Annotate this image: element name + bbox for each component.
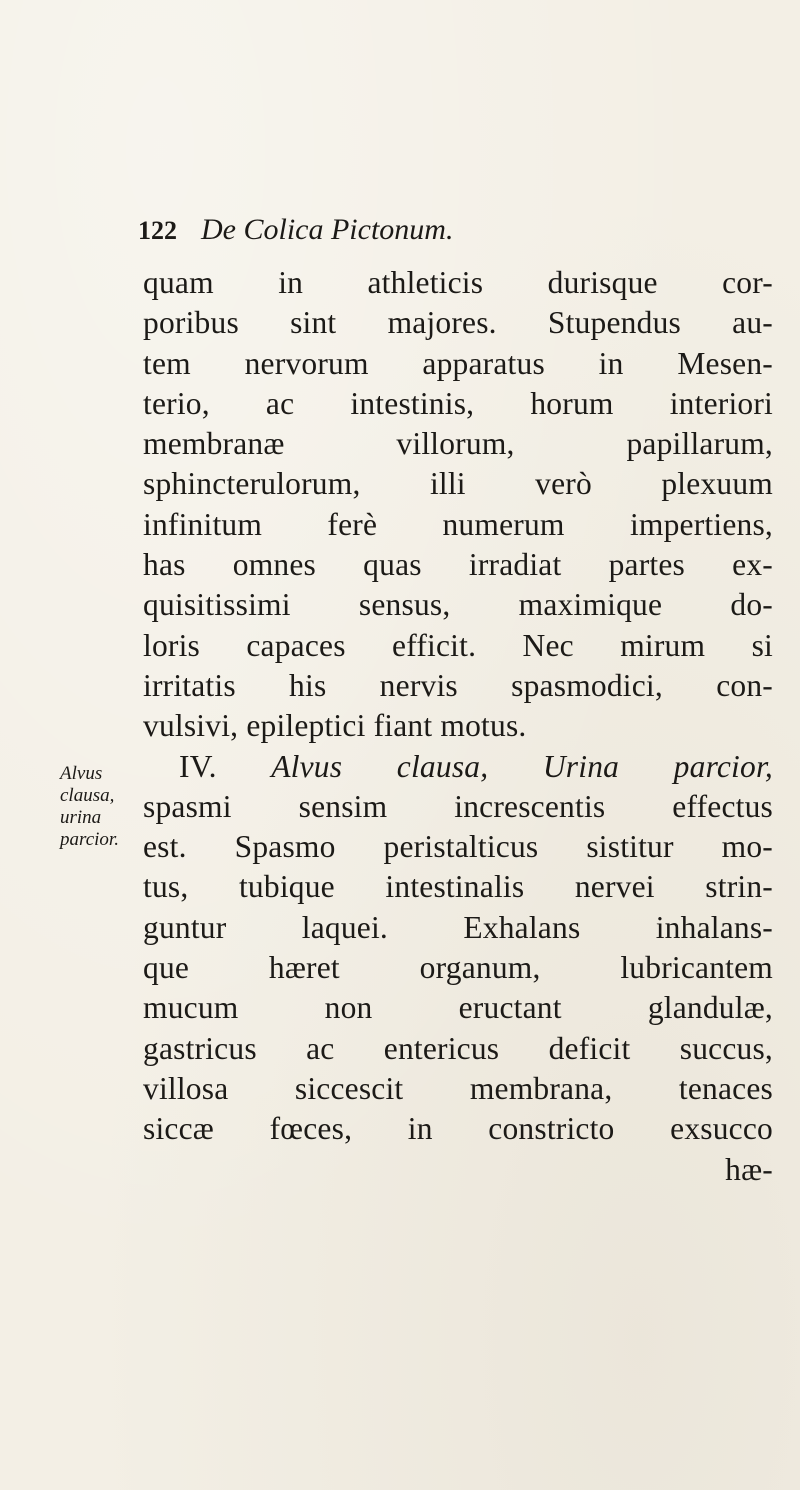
- margin-note: [60, 763, 144, 851]
- running-title: De Colica Pictonum.: [201, 213, 454, 246]
- text-line: gastricus ac entericus deficit succus,: [143, 1030, 773, 1066]
- text-line: vulsivi, epileptici fiant motus.: [143, 708, 527, 744]
- text-line: que hæret organum, lubricantem: [143, 950, 773, 986]
- text-line: quisitissimi sensus, maximique do-: [143, 587, 773, 623]
- body-text: [143, 263, 773, 1190]
- margin-note-line: parcior.: [60, 829, 119, 850]
- section-heading-line: [143, 747, 773, 787]
- text-line: quam in athleticis durisque cor-: [143, 265, 773, 300]
- margin-note-line: Alvus: [60, 763, 103, 784]
- section-title: Alvus clausa, Urina parcior,: [271, 748, 773, 784]
- text-line: irritatis his nervis spasmodici, con-: [143, 667, 773, 703]
- text-line: spasmi sensim increscentis effectus: [143, 788, 773, 824]
- section-numeral: IV.: [179, 748, 217, 784]
- text-line: has omnes quas irradiat partes ex-: [143, 547, 773, 583]
- text-line: guntur laquei. Exhalans inhalans-: [143, 909, 773, 945]
- text-line: sphincterulorum, illi verò plexuum: [143, 466, 773, 502]
- text-line: infinitum ferè numerum impertiens,: [143, 506, 773, 542]
- page-header: [138, 213, 453, 253]
- catchword: hæ-: [725, 1151, 773, 1187]
- text-line: poribus sint majores. Stupendus au-: [143, 305, 773, 341]
- text-line: mucum non eructant glandulæ,: [143, 990, 773, 1026]
- text-line: tus, tubique intestinalis nervei strin-: [143, 869, 773, 905]
- margin-note-line: clausa,: [60, 785, 115, 806]
- page-number: 122: [138, 216, 177, 245]
- text-line: membranæ villorum, papillarum,: [143, 426, 773, 462]
- text-line: siccæ fœces, in constricto exsucco: [143, 1111, 773, 1147]
- text-line: villosa siccescit membrana, tenaces: [143, 1070, 773, 1106]
- text-line: tem nervorum apparatus in Mesen-: [143, 345, 773, 381]
- text-line: est. Spasmo peristalticus sistitur mo-: [143, 829, 773, 865]
- text-line: terio, ac intestinis, horum interiori: [143, 385, 773, 421]
- text-line: loris capaces efficit. Nec mirum si: [143, 627, 773, 663]
- margin-note-line: urina: [60, 807, 102, 828]
